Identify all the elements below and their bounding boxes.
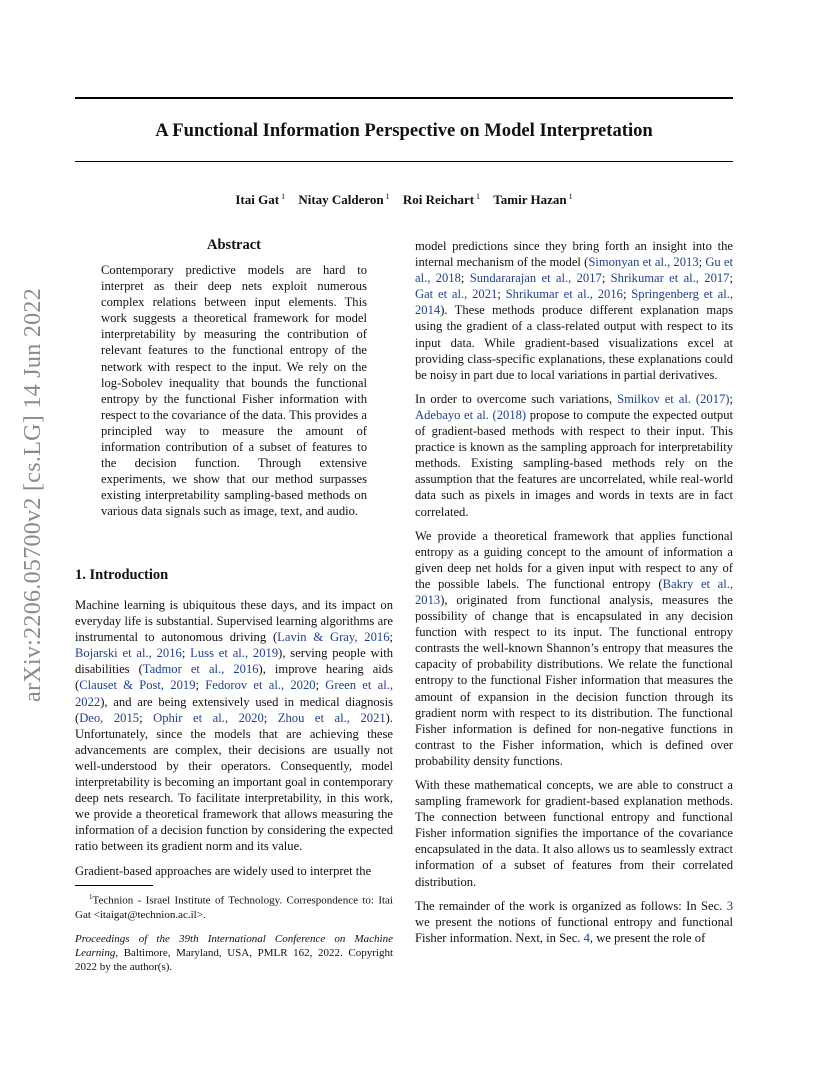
body-text: ), serving people with disabilities (: [75, 646, 393, 677]
citation-link[interactable]: Gat et al., 2021: [415, 287, 498, 302]
paper-title: A Functional Information Perspective on Model Interpretation: [155, 120, 653, 141]
intro-column: [75, 597, 393, 887]
citation-link[interactable]: Shrikumar et al., 2016: [505, 287, 623, 302]
body-text: The remainder of the work is organized as follows: In Sec.: [415, 898, 727, 913]
body-text: model predictions since they bring forth an insight into the internal mechanism of the model (: [415, 239, 733, 270]
author-list: [75, 192, 733, 208]
citation-link[interactable]: Clauset & Post, 2019: [79, 678, 196, 693]
right-paragraph-3: [415, 528, 733, 769]
top-rule: [75, 97, 733, 99]
title-rule: [75, 161, 733, 162]
citation-link[interactable]: Simonyan et al., 2013: [588, 255, 699, 270]
body-text: ;: [195, 678, 206, 693]
citation-link[interactable]: Luss et al., 2019: [190, 646, 279, 661]
right-paragraph-5: [415, 898, 733, 946]
body-text: We provide a theoretical framework that applies functional entropy as a guiding concept to the amount of information a given deep net holds for a given input with respect to any of the possible labels. The functional entropy (: [415, 528, 733, 591]
body-text: With these mathematical concepts, we are able to construct a sampling framework for gradient-based explanation methods. The connection between functional entropy and functional Fisher information signifies the importance of the covariance encapsulated in the data. It also allows us to seamlessly extract information of a subset of features from their correlated distribution.: [415, 778, 733, 889]
citation-link[interactable]: Green et al., 2022: [75, 678, 393, 709]
body-text: ). Unfortunately, since the models that are achieving these advancements are complex, their decisions are usually not well-understood by their operators. Consequently, model interpretability is becoming an important goal in contemporary deep nets research. To facilitate interpretability, in this work, we provide a theoretical framework that allows measuring the information of a decision function by considering the expected ratio between its gradient norm and its value.: [75, 710, 394, 854]
proceedings-rest: , Baltimore, Maryland, USA, PMLR 162, 2022. Copyright 2022 by the author(s).: [75, 947, 393, 973]
right-column: [415, 238, 733, 954]
abstract-heading: Abstract: [207, 237, 261, 253]
body-text: ;: [139, 710, 154, 725]
section-heading-introduction: 1. Introduction: [75, 567, 169, 583]
citation-link[interactable]: Ophir et al., 2020: [153, 710, 264, 725]
body-text: ;: [389, 630, 393, 645]
body-text: ;: [622, 287, 632, 302]
body-text: ;: [729, 391, 733, 406]
footnote-text: Technion - Israel Institute of Technology. Correspondence to: Itai Gat <itaigat@technion.ac.il>.: [75, 894, 393, 921]
body-text: ), improve hearing aids (: [75, 662, 393, 693]
body-text: ). These methods produce different explanation maps using the gradient of a class-related output with respect to its input data. While gradient-based visualizations excel at providing class-specific explanations, these explanations could be noisy in part due to local variations in partial derivatives.: [415, 303, 733, 382]
body-text: ;: [497, 287, 506, 302]
author-4: Tamir Hazan $^1$: [493, 192, 573, 207]
body-text: ), and are being extensively used in medical diagnosis (: [75, 694, 393, 725]
citation-link[interactable]: Bojarski et al., 2016: [75, 646, 182, 661]
citation-link[interactable]: Springenberg et al., 2014: [415, 287, 734, 318]
body-text: Machine learning is ubiquitous these days, and its impact on everyday life is substantial. Supervised learning algorithms are instrumental to autonomous driving (: [75, 598, 393, 645]
body-text: ;: [315, 678, 326, 693]
author-3: Roi Reichart $^1$: [402, 192, 481, 207]
citation-link[interactable]: Zhou et al., 2021: [277, 710, 386, 725]
body-text: ), originated from functional analysis, measures the possibility of change that is encapsulated in any decision function with respect to its input. The functional entropy contrasts the well-known Shannon’s entropy that measures the capacity of probability distributions. We relate the functional entropy to the functional Fisher information that measures the amount of expansion in the decision function through its gradient norm with respect to its distribution. The functional Fisher information is defined for non-negative functions in contrast to the Fisher information, which is defined over probability density functions.: [415, 592, 733, 768]
body-text: propose to compute the expected output of gradient-based methods with respect to their input. This practice is known as the sampling approach for interpretability methods. Existing sampling-based methods rely on the assumption that the features are uncorrelated, while real-world data such as pixels in images and words in texts are in fact correlated.: [415, 407, 733, 519]
body-text: , we present the role of: [589, 930, 706, 945]
footnote-rule: [75, 885, 153, 886]
body-text: ;: [729, 271, 733, 286]
footnote-mark: 1: [89, 893, 93, 901]
citation-link[interactable]: Shrikumar et al., 2017: [610, 271, 730, 286]
right-paragraph-4: [415, 777, 733, 890]
body-text: ;: [181, 646, 191, 661]
intro-paragraph-1: [75, 597, 393, 855]
citation-link[interactable]: Sundararajan et al., 2017: [469, 271, 602, 286]
citation-link[interactable]: Gu et al., 2018: [415, 255, 733, 286]
right-paragraph-2: [415, 391, 733, 520]
abstract-text: Contemporary predictive models are hard to interpret as their deep nets exploit numerous complex relations between input elements. This work suggests a theoretical framework for model interpretability by measuring the contribution of relevant features to the functional entropy of the network with respect to the input. We rely on the log-Sobolev inequality that bounds the functional entropy by the functional Fisher information with respect to the covariance of the data. This provides a principled way to measure the amount of information contribution of a subset of features to the decision function. Through extensive experiments, we show that our method surpasses existing interpretability sampling-based methods on various data signals such as image, text, and audio.: [101, 263, 367, 519]
citation-link[interactable]: Tadmor et al., 2016: [142, 662, 259, 677]
body-text: In order to overcome such variations,: [415, 391, 618, 406]
arxiv-stamp: arXiv:2206.05700v2 [cs.LG] 14 Jun 2022: [20, 287, 46, 702]
citation-link[interactable]: Smilkov et al. (2017): [617, 391, 730, 406]
citation-link[interactable]: 3: [726, 898, 733, 913]
citation-link[interactable]: Deo, 2015: [79, 710, 140, 725]
citation-link[interactable]: Fedorov et al., 2020: [205, 678, 316, 693]
right-paragraph-1: [415, 238, 733, 383]
body-text: ;: [601, 271, 611, 286]
intro-paragraph-2: Gradient-based approaches are widely used to interpret the: [75, 863, 372, 878]
body-text: ;: [698, 255, 706, 270]
body-text: ;: [263, 710, 278, 725]
citation-link[interactable]: 4: [583, 930, 590, 945]
author-1: Itai Gat $^1$: [235, 192, 286, 207]
body-text: ;: [460, 271, 470, 286]
footnote: [75, 890, 393, 922]
proceedings-italic: Proceedings of the 39th International Conference on Machine Learning: [75, 933, 393, 959]
author-2: Nitay Calderon $^1$: [298, 192, 390, 207]
citation-link[interactable]: Bakry et al., 2013: [415, 576, 733, 607]
citation-link[interactable]: Adebayo et al. (2018): [415, 407, 527, 422]
citation-link[interactable]: Lavin & Gray, 2016: [277, 630, 390, 645]
body-text: we present the notions of functional entropy and functional Fisher information. Next, in Sec.: [415, 914, 733, 945]
proceedings-note: [75, 932, 393, 974]
